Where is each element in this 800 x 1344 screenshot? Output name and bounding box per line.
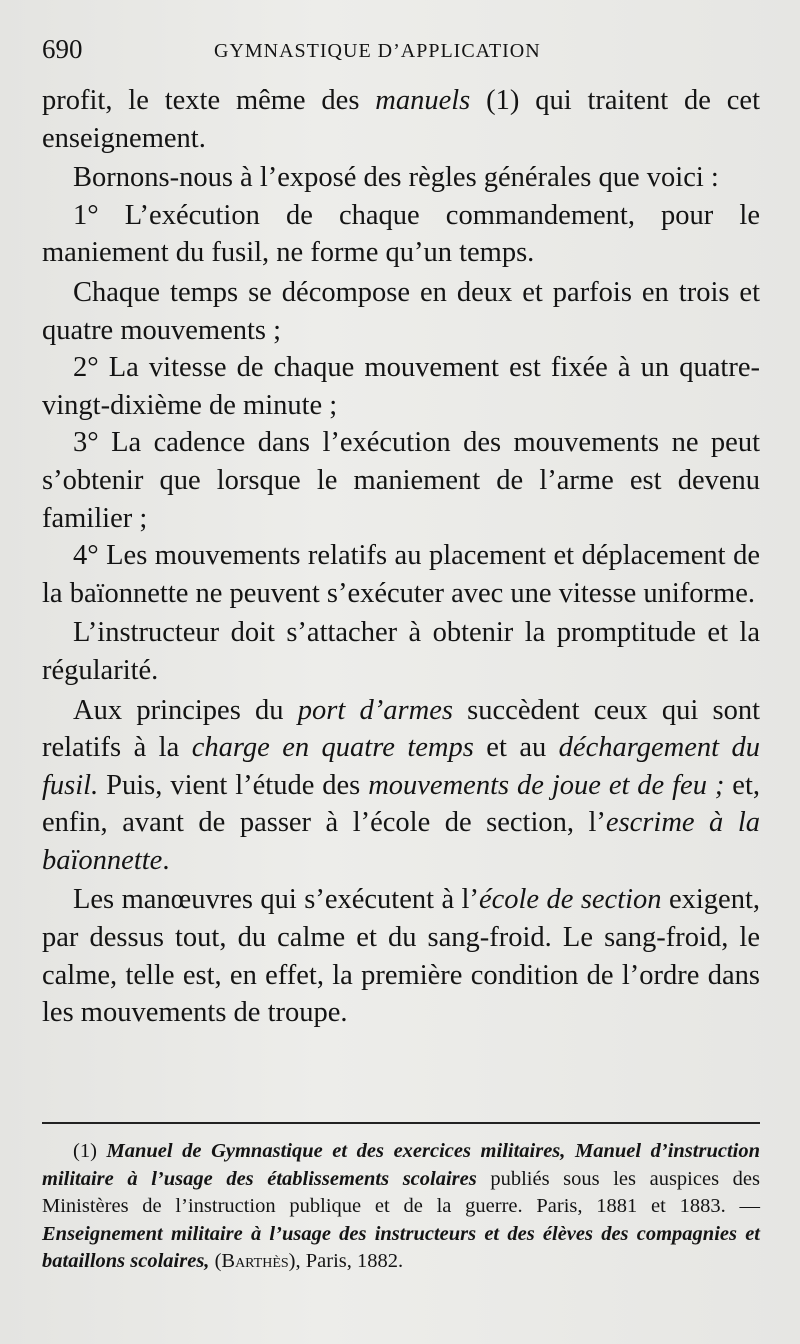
italic-run: escrime à la baïonnette bbox=[42, 807, 760, 876]
text-run: Aux principes du bbox=[73, 694, 298, 726]
paragraph: 4° Les mouvements relatifs au placement et déplacement de la baïonnette ne peuvent s’exécuter avec une vitesse uniforme. bbox=[42, 540, 760, 609]
body-text bbox=[42, 82, 760, 1032]
footnote-divider bbox=[42, 1122, 760, 1124]
italic-run: charge en quatre temps bbox=[191, 732, 474, 764]
footnote-marker: (1) bbox=[73, 1140, 107, 1162]
italic-run: déchargement du fusil. bbox=[42, 732, 760, 801]
text-run: profit, le texte même des bbox=[42, 85, 376, 116]
italic-run: port d’armes bbox=[297, 694, 453, 726]
text-run: et au bbox=[473, 732, 559, 764]
running-title: GYMNASTIQUE D’APPLICATION bbox=[214, 40, 541, 62]
text-run: (1) qui traitent de cet enseignement. bbox=[42, 85, 760, 154]
text-run: Puis, vient l’étude des bbox=[98, 769, 369, 801]
paragraph: 1° L’exécution de chaque commandement, pour le maniement du fusil, ne forme qu’un temps. bbox=[42, 199, 760, 269]
italic-run: Manuel de Gymnastique et des exercices militaires, Manuel d’instruction militaire à l’usage des établissements scolaires bbox=[42, 1140, 761, 1190]
text-run: succèdent ceux qui sont relatifs à la bbox=[42, 694, 760, 764]
text-run: ( bbox=[209, 1250, 222, 1272]
text-run: . bbox=[162, 844, 170, 876]
paragraph bbox=[42, 692, 760, 880]
text-run: publiés sous les auspices des Ministères de l’instruction publique et de la guerre. Paris, 1881 et 1883. — bbox=[42, 1167, 760, 1217]
text-run: exigent, par dessus tout, du calme et du sang-froid. Le sang-froid, le calme, telle est, en effet, la première condition de l’ordre dans les mouvements de troupe. bbox=[42, 884, 760, 1029]
page-header bbox=[42, 34, 760, 74]
paragraph: 2° La vitesse de chaque mouvement est fixée à un quatre-vingt-dixième de minute ; bbox=[42, 352, 760, 421]
paragraph bbox=[42, 881, 760, 1031]
italic-run: Enseignement militaire à l’usage des instructeurs et des élèves des compagnies et bataillons scolaires, bbox=[42, 1222, 760, 1272]
italic-run: mouvements de joue et de feu ; bbox=[368, 769, 725, 801]
page-number: 690 bbox=[42, 34, 83, 64]
text-run: et, enfin, avant de passer à l’école de section, l’ bbox=[42, 769, 760, 839]
paragraph: L’instructeur doit s’attacher à obtenir la promptitude et la régularité. bbox=[42, 617, 760, 686]
paragraph bbox=[42, 82, 760, 157]
small-caps-run: Barthès bbox=[221, 1250, 289, 1272]
footnote bbox=[42, 1138, 760, 1276]
text-run: ), Paris, 1882. bbox=[288, 1250, 404, 1272]
paragraph: 3° La cadence dans l’exécution des mouvements ne peut s’obtenir que lorsque le maniement de l’arme est devenu familier ; bbox=[42, 427, 760, 534]
italic-run: manuels bbox=[375, 85, 471, 116]
text-run: Les manœuvres qui s’exécutent à l’ bbox=[73, 884, 479, 916]
paragraph: Chaque temps se décompose en deux et parfois en trois et quatre mouvements ; bbox=[42, 276, 760, 346]
footnote-text bbox=[42, 1138, 760, 1276]
italic-run: école de section bbox=[478, 884, 662, 916]
paragraph: Bornons-nous à l’exposé des règles générales que voici : bbox=[73, 162, 719, 194]
